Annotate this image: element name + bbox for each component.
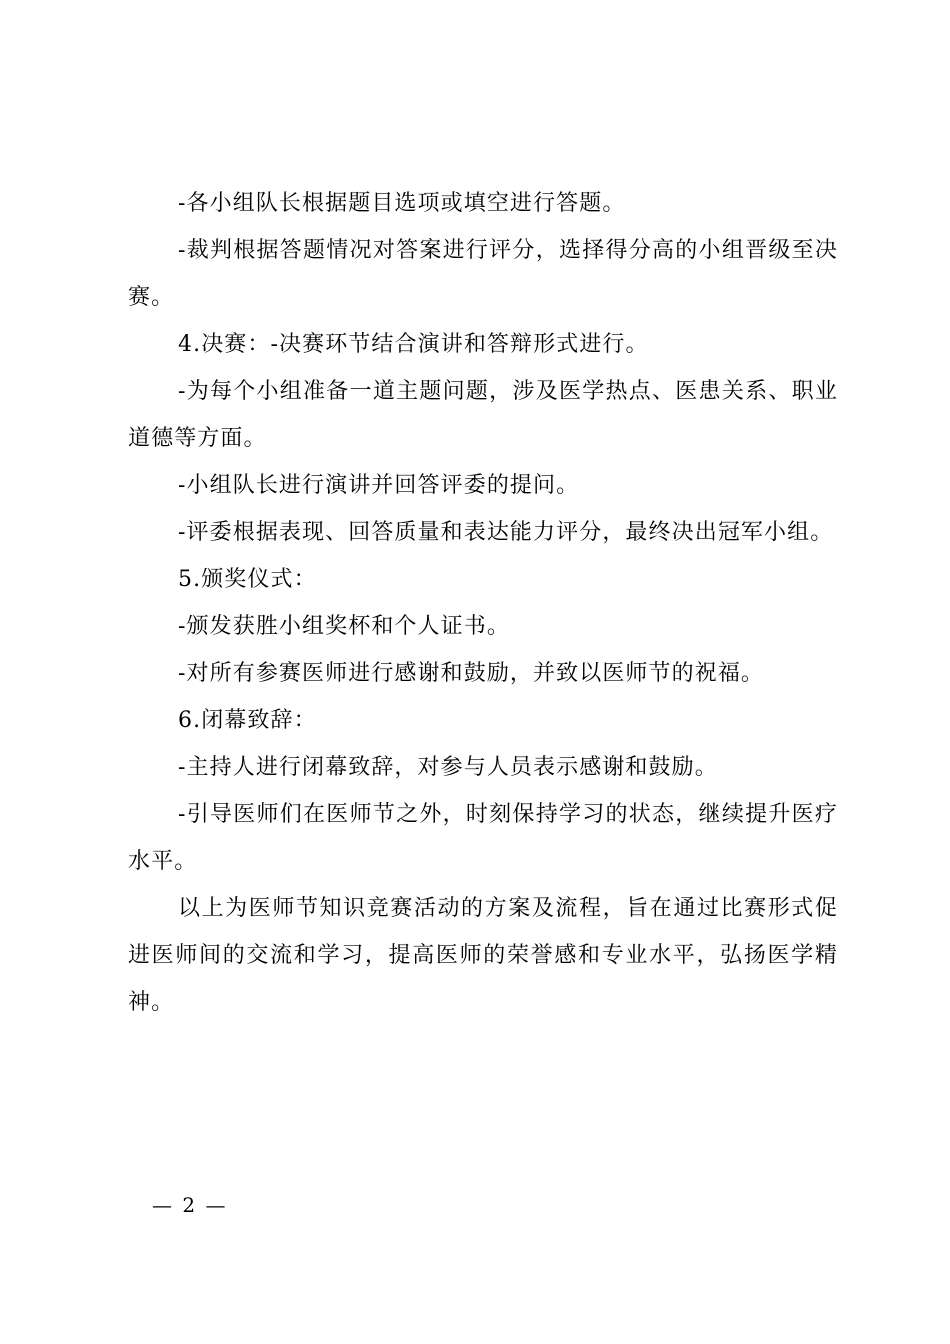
- heading-award-ceremony: 5.颁奖仪式：: [178, 567, 317, 592]
- paragraph-thanks: -对所有参赛医师进行感谢和鼓励，并致以医师节的祝福。: [178, 661, 765, 686]
- paragraph-host-closing: -主持人进行闭幕致辞，对参与人员表示感谢和鼓励。: [178, 755, 718, 780]
- document-body: [128, 180, 838, 1026]
- heading-closing-speech: 6.闭幕致辞：: [178, 708, 317, 733]
- paragraph-topic-question: -为每个小组准备一道主题问题，涉及医学热点、医患关系、职业道德等方面。: [128, 379, 838, 451]
- paragraph-judges-scoring: -评委根据表现、回答质量和表达能力评分，最终决出冠军小组。: [178, 520, 834, 545]
- page-number: — 2 —: [152, 1193, 228, 1217]
- paragraph-referee-scoring: -裁判根据答题情况对答案进行评分，选择得分高的小组晋级至决赛。: [128, 238, 838, 310]
- paragraph-summary: 以上为医师节知识竞赛活动的方案及流程，旨在通过比赛形式促进医师间的交流和学习，提高医师的荣誉感和专业水平，弘扬医学精神。: [128, 896, 838, 1015]
- paragraph-keep-learning: -引导医师们在医师节之外，时刻保持学习的状态，继续提升医疗水平。: [128, 802, 838, 874]
- paragraph-final-round: 4.决赛：-决赛环节结合演讲和答辩形式进行。: [178, 332, 649, 357]
- paragraph-trophy: -颁发获胜小组奖杯和个人证书。: [178, 614, 510, 639]
- paragraph-speech: -小组队长进行演讲并回答评委的提问。: [178, 473, 580, 498]
- paragraph-answer-questions: -各小组队长根据题目选项或填空进行答题。: [178, 191, 626, 216]
